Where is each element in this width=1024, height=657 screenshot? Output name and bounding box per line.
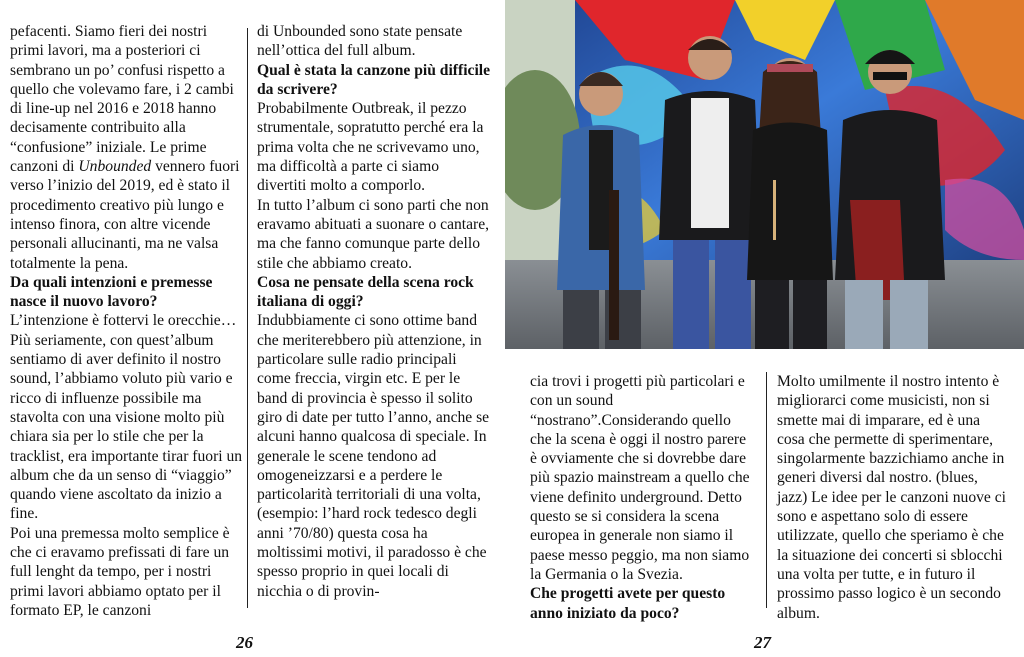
interview-question: Qual è stata la canzone più difficile da scrivere? bbox=[257, 61, 491, 98]
band-photo bbox=[505, 0, 1024, 349]
interview-question: Cosa ne pensate della scena rock italiana di oggi? bbox=[257, 273, 474, 311]
paragraph: In tutto l’album ci sono parti che non eravamo abituati a suonare o cantare, ma che fanno comunque parte dello stile che abbiamo creato. bbox=[257, 196, 490, 272]
column-divider bbox=[766, 372, 767, 608]
page-number-right: 27 bbox=[754, 633, 771, 652]
interview-question: Da quali intenzioni e premesse nasce il nuovo lavoro? bbox=[10, 273, 213, 311]
page-number-left: 26 bbox=[236, 633, 253, 652]
article-column-4 bbox=[777, 372, 1007, 623]
article-column-3 bbox=[530, 372, 755, 623]
paragraph: pefacenti. Siamo fieri dei nostri primi lavori, ma a posteriori ci sembrano un po’ confusi rispetto a quello che volevamo fare, i 2 cambi di line-up nel 2016 e 2018 hanno decisamente contribuito alla “confusione” iniziale. Le prime canzoni di Unbounded vennero fuori verso l’inizio del 2019, ed è stato il procedimento creativo più lungo e intenso finora, con altre vicende personali allucinanti, ma ne valsa totalmente la pena. bbox=[10, 23, 240, 272]
column-divider bbox=[247, 28, 248, 608]
paragraph: Poi una premessa molto semplice è che ci eravamo prefissati di fare un full lenght da tempo, per i nostri primi lavori abbiamo optato per il formato EP, le canzoni bbox=[10, 524, 230, 619]
paragraph: Indubbiamente ci sono ottime band che meriterebbero più attenzione, in particolare sulle radio principali come freccia, virgin etc. E per le band di provincia è spesso il solito giro di date per tutto l’anno, anche se alcuni hanno qualcosa di speciale. In generale le scene tendono ad omogeneizzarsi e a perdere le particolarità territoriali di una volta, (esempio: l’hard rock tedesco degli anni ’70/80) questa cosa ha moltissimi motivi, il paradosso è che spesso proprio in quei locali di nicchia o di provin- bbox=[257, 312, 490, 600]
article-column-2 bbox=[257, 22, 491, 601]
article-column-1 bbox=[10, 22, 244, 620]
paragraph: di Unbounded sono state pensate nell’ottica del full album. bbox=[257, 23, 463, 60]
paragraph: Probabilmente Outbreak, il pezzo strumentale, sopratutto perché era la prima volta che ne scrivevamo uno, ma difficoltà a parte ci siamo divertiti molto a comporlo. bbox=[257, 100, 484, 195]
paragraph: L’intenzione è fottervi le orecchie… Più seriamente, con quest’album sentiamo di aver definito il nostro sound, l’abbiamo voluto più vario e ricco di influenze possibile ma stavolta con una visione molto più chiara sia per lo stile che per la tracklist, era importante tirar fuori un album che da un senso di “viaggio” quando viene ascoltato da inizio a fine. bbox=[10, 312, 243, 523]
paragraph: Molto umilmente il nostro intento è migliorarci come musicisti, non si smette mai di imparare, ed è una cosa che permette di sperimentare, singolarmente bazzichiamo anche in generi diversi dal nostro. (blues, jazz) Le idee per le canzoni nuove ci sono e aspettano solo di essere utilizzate, quello che speriamo è che la situazione dei concerti si sblocchi una volta per tutte, e in futuro il prossimo passo logico è un secondo album. bbox=[777, 373, 1007, 622]
paragraph: cia trovi i progetti più particolari e con un sound “nostrano”.Considerando quello che la scena è oggi il nostro parere è ovviamente che si dovrebbe dare più spazio mainstream a quello che viene definito underground. Detto questo se si considera la scena europea in generale non siamo il paese messo peggio, ma non siamo la Germania o la Svezia. bbox=[530, 373, 750, 583]
interview-question: Che progetti avete per questo anno iniziato da poco? bbox=[530, 585, 726, 622]
